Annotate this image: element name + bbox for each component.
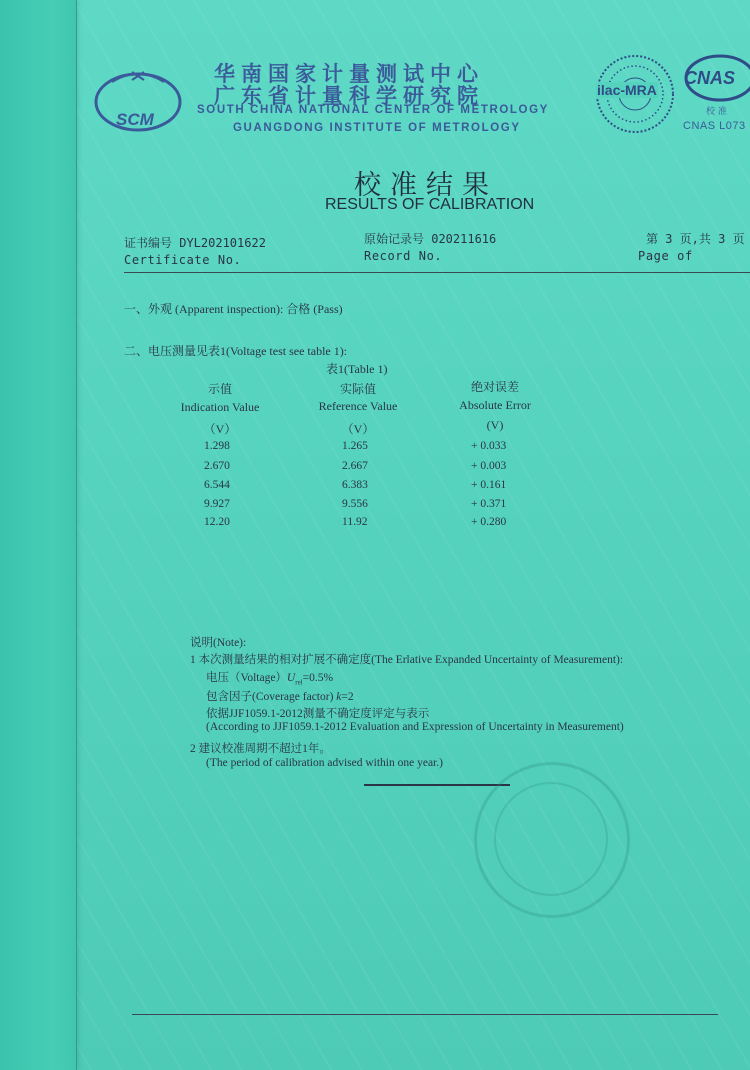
certificate-no-label: 证书编号 DYL202101622	[124, 236, 266, 250]
table-cell: 2.670	[204, 460, 230, 472]
end-of-content-line	[364, 784, 510, 786]
note-1-basis-cn: 依据JJF1059.1-2012测量不确定度评定与表示	[206, 708, 430, 720]
org-name-en-line2: GUANGDONG INSTITUTE OF METROLOGY	[233, 122, 521, 134]
certificate-no-label-en: Certificate No.	[124, 253, 242, 267]
section-apparent-inspection: 一、外观 (Apparent inspection): 合格 (Pass)	[124, 302, 343, 316]
table-cell: + 0.161	[471, 479, 507, 491]
table-cell: 6.544	[204, 479, 230, 491]
page-count-en: Page of	[638, 249, 693, 263]
note-1-basis-en: (According to JJF1059.1-2012 Evaluation and Expression of Uncertainty in Measurement)	[206, 721, 624, 733]
table-cell: 1.265	[342, 440, 368, 452]
org-name-cn-line2: 广东省计量科学研究院	[214, 84, 484, 108]
org-name-cn-line1: 华南国家计量测试中心	[214, 62, 484, 86]
table-cell: + 0.033	[471, 440, 507, 452]
embossed-seal-inner-icon	[494, 782, 608, 896]
col-header-indication-en: Indication Value	[180, 400, 260, 414]
table-cell: 12.20	[204, 516, 230, 528]
uncertainty-subscript: rel	[295, 678, 303, 687]
col-header-error-en: Absolute Error	[459, 398, 531, 412]
col-header-error-unit: (V)	[486, 418, 504, 432]
cnas-logo-text: CNAS	[684, 68, 736, 88]
note-1-coverage	[206, 688, 354, 704]
cnas-accreditation-code: CNAS L073	[683, 120, 746, 132]
page-title-cn: 校准结果	[354, 170, 498, 201]
section-voltage-test: 二、电压测量见表1(Voltage test see table 1):	[124, 344, 348, 358]
table-cell: + 0.003	[471, 460, 507, 472]
col-header-reference-en: Reference Value	[318, 399, 398, 413]
table-cell: + 0.280	[471, 516, 507, 528]
note-2-text-en: (The period of calibration advised within one year.)	[206, 757, 443, 769]
ilac-mra-logo-text: ilac-MRA	[597, 82, 657, 98]
table-caption: 表1(Table 1)	[326, 362, 388, 376]
col-header-error-cn: 绝对误差	[470, 380, 519, 394]
coverage-value: =2	[341, 691, 354, 703]
org-name-en-line1: SOUTH CHINA NATIONAL CENTER OF METROLOGY	[197, 104, 549, 116]
table-cell: 9.927	[204, 498, 230, 510]
col-header-reference-unit: （V）	[341, 422, 375, 436]
footer-divider	[132, 1014, 718, 1015]
cnas-logo-cn: 校 准	[706, 107, 727, 117]
scm-logo-text: SCM	[116, 110, 154, 129]
page-title-en: RESULTS OF CALIBRATION	[325, 196, 535, 213]
coverage-prefix: 包含因子(Coverage factor)	[206, 691, 337, 703]
page-count-cn: 第 3 页,共 3 页	[646, 232, 745, 246]
table-cell: 1.298	[204, 440, 230, 452]
note-1-text: 1 本次测量结果的相对扩展不确定度(The Erlative Expanded Uncertainty of Measurement):	[190, 654, 624, 666]
note-voltage-prefix: 电压（Voltage）	[206, 672, 287, 684]
col-header-indication-unit: （V）	[203, 422, 237, 436]
coverage-k: k	[336, 691, 342, 703]
left-binding-strip	[0, 0, 77, 1070]
col-header-indication-cn: 示值	[207, 382, 232, 396]
table-cell: 9.556	[342, 498, 368, 510]
note-1-voltage	[206, 669, 333, 686]
record-no-label-en: Record No.	[364, 249, 443, 263]
table-cell: + 0.371	[471, 498, 507, 510]
col-header-reference-cn: 实际值	[339, 382, 376, 396]
note-voltage-value: =0.5%	[302, 672, 334, 684]
notes-heading: 说明(Note):	[190, 637, 247, 649]
table-cell: 6.383	[342, 479, 368, 491]
record-no-label: 原始记录号 020211616	[364, 232, 497, 246]
note-2-text: 2 建议校准周期不超过1年。	[190, 743, 331, 755]
header-divider	[124, 272, 750, 273]
table-cell: 2.667	[342, 460, 368, 472]
uncertainty-symbol: U	[286, 672, 296, 684]
table-cell: 11.92	[342, 516, 368, 528]
